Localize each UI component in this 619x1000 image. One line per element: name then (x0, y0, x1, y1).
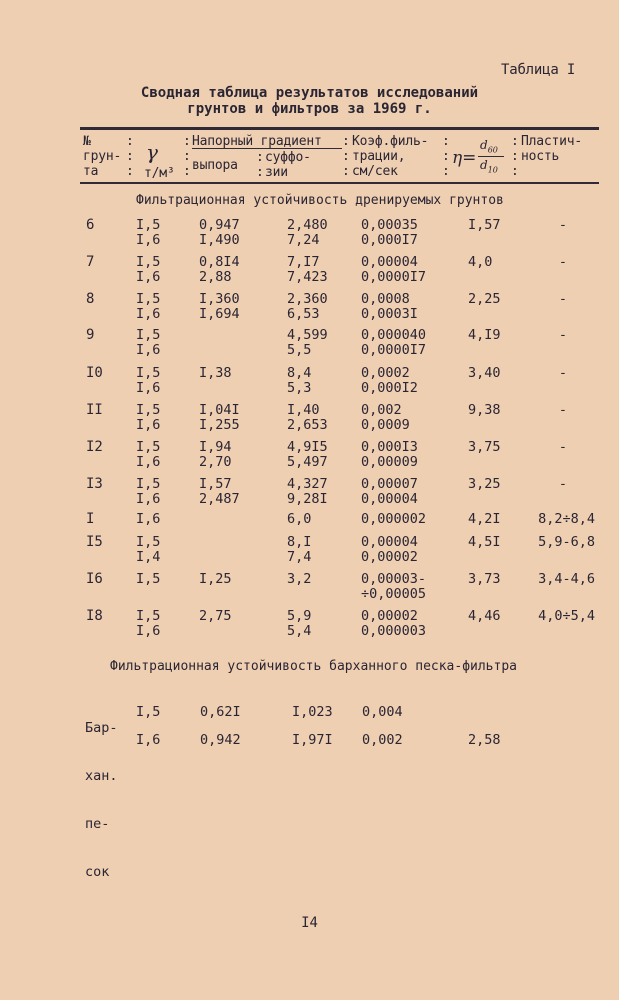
header-filtration: Коэф.филь- трации, см/сек (352, 134, 429, 179)
row-no: II (86, 402, 103, 418)
header-bottom-rule (80, 182, 599, 184)
sand-r2-coef: 0,002 (362, 732, 403, 748)
header-gamma-unit: т/м³ (144, 166, 175, 181)
row-coef: 0,00035 0,000I7 (361, 217, 418, 248)
row-eta: 4,0 (468, 254, 493, 270)
row-coef: 0,0008 0,0003I (361, 291, 418, 322)
row-suffoz: 3,2 (287, 571, 312, 587)
header-top-rule (80, 127, 599, 130)
sand-r2-suffoz: I,97I (292, 732, 333, 748)
row-eta: 4,I9 (468, 327, 501, 343)
header-no: № грун- та (83, 134, 122, 179)
header-separator-4: : : : (342, 134, 350, 179)
row-coef: 0,000040 0,0000I7 (361, 327, 427, 358)
sand-r1-vypor: 0,62I (200, 704, 241, 720)
row-gamma: I,5 I,6 (136, 217, 161, 248)
row-coef: 0,002 0,0009 (361, 402, 410, 433)
row-suffoz: 7,I7 7,423 (287, 254, 328, 285)
row-gamma: I,5 I,6 (136, 365, 161, 396)
header-separator-5: : : : (442, 134, 450, 179)
row-gamma: I,5 I,4 (136, 534, 161, 565)
row-no: 8 (86, 291, 95, 307)
row-no: I2 (86, 439, 103, 455)
row-no: I (86, 511, 95, 527)
row-plast: - (558, 402, 567, 418)
header-gradient-vypor: выпора (192, 158, 238, 173)
row-vypor: 2,75 (199, 608, 232, 624)
row-suffoz: 2,480 7,24 (287, 217, 328, 248)
row-gamma: I,5 I,6 (136, 402, 161, 433)
row-gamma: I,5 I,6 (136, 254, 161, 285)
row-eta: 9,38 (468, 402, 501, 418)
header-eta-formula: η= $d_{60}$ $d_{10}$ (452, 138, 520, 178)
row-plast: - (558, 327, 567, 343)
header-gradient-suffoz: суффо- зии (265, 150, 311, 180)
page-number: I4 (301, 915, 318, 931)
header-gamma-symbol: γ (146, 140, 158, 164)
row-plast: - (558, 439, 567, 455)
row-plast: - (558, 217, 567, 233)
row-coef: 0,00007 0,00004 (361, 476, 418, 507)
row-plast: - (558, 254, 567, 270)
row-plast: 4,0÷5,4 (538, 608, 595, 624)
row-vypor: I,360 I,694 (199, 291, 240, 322)
row-eta: 4,46 (468, 608, 501, 624)
row-gamma: I,5 I,6 (136, 327, 161, 358)
row-vypor: I,38 (199, 365, 232, 381)
row-eta: 3,25 (468, 476, 501, 492)
row-vypor: 0,947 I,490 (199, 217, 240, 248)
row-eta: I,57 (468, 217, 501, 233)
header-separator-6: : : : (511, 134, 519, 179)
row-gamma: I,5 I,6 (136, 476, 161, 507)
row-vypor: I,25 (199, 571, 232, 587)
row-coef: 0,00004 0,0000I7 (361, 254, 427, 285)
sand-r1-gamma: I,5 (136, 704, 161, 720)
row-no: 9 (86, 327, 95, 343)
sand-r2-eta: 2,58 (468, 732, 501, 748)
row-vypor: 0,8I4 2,88 (199, 254, 240, 285)
row-eta: 3,75 (468, 439, 501, 455)
row-gamma: I,6 (136, 511, 161, 527)
sand-r1-suffoz: I,023 (292, 704, 333, 720)
row-plast: 3,4-4,6 (538, 571, 595, 587)
row-no: I3 (86, 476, 103, 492)
title-line-1: Сводная таблица результатов исследований (140, 85, 479, 101)
section-title-drained-soils: Фильтрационная устойчивость дренируемых грунтов (136, 193, 504, 208)
row-plast: - (558, 476, 567, 492)
row-no: I5 (86, 534, 103, 550)
sand-r1-coef: 0,004 (362, 704, 403, 720)
title-line-2: грунтов и фильтров за 1969 г. (187, 101, 432, 117)
row-suffoz: 8,4 5,3 (287, 365, 312, 396)
row-coef: 0,00003- ÷0,00005 (361, 571, 427, 602)
row-coef: 0,00002 0,000003 (361, 608, 427, 639)
row-gamma: I,5 (136, 571, 161, 587)
row-vypor: I,57 2,487 (199, 476, 240, 507)
header-plasticity: Пластич- ность (521, 134, 583, 164)
row-suffoz: 4,9I5 5,497 (287, 439, 328, 470)
row-suffoz: 2,360 6,53 (287, 291, 328, 322)
row-coef: 0,00004 0,00002 (361, 534, 418, 565)
row-gamma: I,5 I,6 (136, 608, 161, 639)
header-gradient-group: Напорный градиент (192, 134, 322, 149)
row-eta: 4,5I (468, 534, 501, 550)
row-plast: - (558, 365, 567, 381)
row-eta: 3,73 (468, 571, 501, 587)
row-no: I8 (86, 608, 103, 624)
row-coef: 0,000I3 0,00009 (361, 439, 418, 470)
row-vypor: I,94 2,70 (199, 439, 232, 470)
row-suffoz: 8,I 7,4 (287, 534, 312, 565)
row-gamma: I,5 I,6 (136, 291, 161, 322)
row-gamma: I,5 I,6 (136, 439, 161, 470)
sand-label: Бар- хан. пе- сок (85, 720, 118, 880)
row-plast: 5,9-6,8 (538, 534, 595, 550)
row-no: I0 (86, 365, 103, 381)
row-suffoz: 6,0 (287, 511, 312, 527)
row-eta: 4,2I (468, 511, 501, 527)
sand-r2-gamma: I,6 (136, 732, 161, 748)
table-label: Таблица I (501, 62, 576, 78)
row-coef: 0,000002 (361, 511, 427, 527)
row-coef: 0,0002 0,000I2 (361, 365, 418, 396)
header-separator-2: : : : (183, 134, 191, 179)
section-title-sand-filter: Фильтрационная устойчивость барханного песка-фильтра (110, 659, 517, 674)
row-eta: 2,25 (468, 291, 501, 307)
row-suffoz: 5,9 5,4 (287, 608, 312, 639)
header-separator-1: : : : (126, 134, 134, 179)
row-suffoz: I,40 2,653 (287, 402, 328, 433)
row-plast: 8,2÷8,4 (538, 511, 595, 527)
header-separator-3: : : (256, 150, 264, 180)
row-eta: 3,40 (468, 365, 501, 381)
sand-r2-vypor: 0,942 (200, 732, 241, 748)
row-suffoz: 4,599 5,5 (287, 327, 328, 358)
row-no: I6 (86, 571, 103, 587)
row-vypor: I,04I I,255 (199, 402, 240, 433)
row-plast: - (558, 291, 567, 307)
row-suffoz: 4,327 9,28I (287, 476, 328, 507)
row-no: 7 (86, 254, 95, 270)
row-no: 6 (86, 217, 95, 233)
